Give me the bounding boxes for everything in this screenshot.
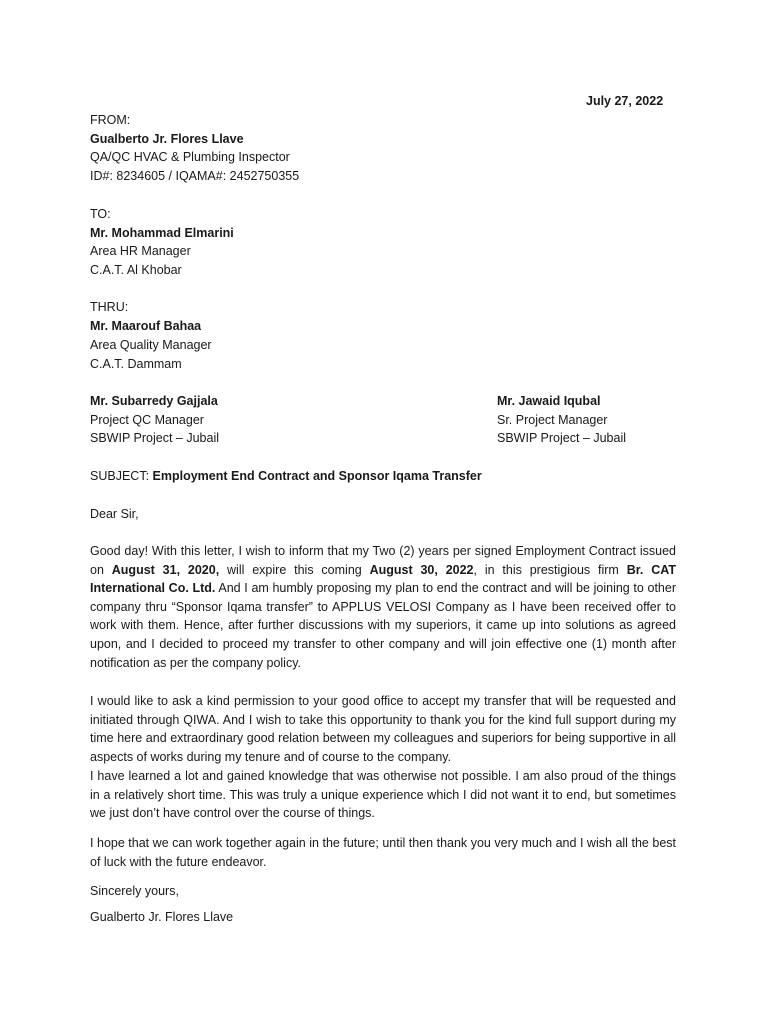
- to-location: C.A.T. Al Khobar: [90, 263, 182, 277]
- to-position: Area HR Manager: [90, 244, 191, 258]
- from-position: QA/QC HVAC & Plumbing Inspector: [90, 150, 290, 164]
- letter-date: July 27, 2022: [586, 94, 664, 108]
- thru-position: Area Quality Manager: [90, 338, 212, 352]
- cc-right-name: Mr. Jawaid Iqubal: [497, 394, 601, 408]
- cc-left-location: SBWIP Project – Jubail: [90, 431, 219, 445]
- para1-text-2: will expire this coming: [219, 562, 370, 577]
- from-ids: ID#: 8234605 / IQAMA#: 2452750355: [90, 169, 300, 183]
- to-name: Mr. Mohammad Elmarini: [90, 226, 234, 240]
- thru-heading: THRU:: [90, 300, 129, 314]
- para1-bold-start-date: August 31, 2020,: [111, 562, 220, 577]
- salutation: Dear Sir,: [90, 507, 139, 521]
- signature-name: Gualberto Jr. Flores Llave: [90, 910, 234, 924]
- cc-right-position: Sr. Project Manager: [497, 413, 608, 427]
- body-paragraph-3: I have learned a lot and gained knowledge that was otherwise not possible. I am also proud of the things in a relatively short time. This was truly a unique experience which I did not want it to end, but sometimes we just don’t have control over the course of things.: [90, 769, 676, 821]
- body-paragraph-2: I would like to ask a kind permission to your good office to accept my transfer that will be requested and initiated through QIWA. And I wish to take this opportunity to thank you for the kind full support during my time here and extraordinary good relation between my colleagues and superiors for being supportive in all aspects of works during my tenure and of course to the company.: [90, 694, 676, 764]
- para1-text-3: , in this prestigious firm: [473, 562, 627, 577]
- thru-name: Mr. Maarouf Bahaa: [90, 319, 202, 333]
- cc-left-position: Project QC Manager: [90, 413, 204, 427]
- cc-left-name: Mr. Subarredy Gajjala: [90, 394, 218, 408]
- para1-text-1: Good day! With this letter, I wish to inform that my Two (2) years per signed Employment Contract issued on: [90, 544, 676, 577]
- para1-text-4: And I am humbly proposing my plan to end the contract and will be joining to other company thru “Sponsor Iqama transfer” to APPLUS VELOSI Company as I have been received offer to work with them. Hence, after further discussions with my superiors, it came up into solutions as agreed upon, and I decided to proceed my transfer to other company and will join effective one (1) month after notification as per the company policy.: [90, 581, 677, 670]
- para1-bold-company: Br. CAT International Co. Ltd.: [90, 562, 676, 596]
- para1-bold-end-date: August 30, 2022: [369, 562, 474, 577]
- subject-line: [90, 467, 482, 485]
- to-heading: TO:: [90, 207, 111, 221]
- cc-right-location: SBWIP Project – Jubail: [497, 431, 626, 445]
- body-paragraph-4: I hope that we can work together again in the future; until then thank you very much and I wish all the best of luck with the future endeavor.: [90, 836, 676, 869]
- thru-location: C.A.T. Dammam: [90, 357, 182, 371]
- closing: Sincerely yours,: [90, 884, 179, 898]
- from-name: Gualberto Jr. Flores Llave: [90, 132, 244, 146]
- from-heading: FROM:: [90, 113, 131, 127]
- subject-text: Employment End Contract and Sponsor Iqama Transfer: [152, 469, 482, 483]
- subject-label: SUBJECT:: [90, 469, 153, 483]
- body-paragraph-1: [90, 542, 676, 672]
